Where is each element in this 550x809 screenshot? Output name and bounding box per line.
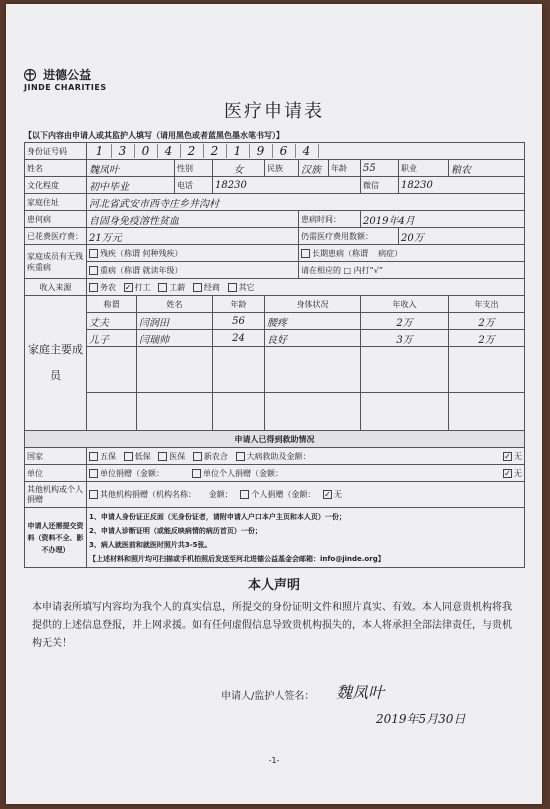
signature-label: 申请人/监护人签名：: [221, 691, 315, 702]
other-org-label: 其他机构或个人捐赠: [25, 482, 87, 508]
jinde-logo-icon: [24, 68, 36, 82]
id-number-value: [87, 143, 525, 160]
medical-cost-value: 21万元: [87, 228, 299, 245]
col-age: 年龄: [213, 296, 265, 313]
income-option-business[interactable]: 经商: [193, 283, 220, 292]
signature-value: 魏凤叶: [336, 683, 385, 702]
phone-value: 18230: [213, 177, 361, 194]
table-row-empty: [25, 347, 525, 393]
col-name: 姓名: [137, 296, 213, 313]
member-age: 56: [213, 313, 265, 330]
logo-text-en: JINDE CHARITIES: [24, 83, 107, 92]
country-option-xinnonghe[interactable]: 新农合: [193, 452, 228, 461]
education-label: 文化程度: [25, 177, 87, 194]
material-item: 1、申请人身份证正反面（无身份证者，请附申请人户口本户主页和本人页）一份；: [89, 512, 346, 521]
id-digit: 0: [135, 144, 158, 158]
serious-checkbox[interactable]: [89, 266, 98, 275]
materials-list: [87, 508, 525, 568]
col-expense: 年支出: [449, 296, 525, 313]
application-form-page: [6, 4, 542, 804]
gender-value: 女: [213, 160, 265, 177]
onset-time-value: 2019年4月: [361, 211, 525, 228]
member-relation: 丈夫: [87, 313, 137, 330]
ethnicity-value: 汉族: [299, 160, 329, 177]
logo-text-cn: 进德公益: [43, 68, 92, 82]
page-number: -1-: [268, 756, 280, 765]
member-income: 3万: [361, 330, 449, 347]
income-source-options: [87, 279, 525, 296]
gender-label: 性别: [175, 160, 213, 177]
other-option-personal[interactable]: 个人捐赠（金额：: [240, 490, 315, 499]
col-income: 年收入: [361, 296, 449, 313]
member-health: 良好: [265, 330, 361, 347]
medical-cost-label: 已花费医疗费：: [25, 228, 87, 245]
unit-none-option[interactable]: ✓ 无: [504, 468, 522, 478]
income-source-label: 收入来源: [25, 279, 87, 296]
table-row-empty: [25, 393, 525, 431]
unit-option-personal[interactable]: 单位个人捐赠（金额：: [192, 469, 283, 478]
material-item: 【上述材料和照片均可扫描或手机拍照后发送至河北进德公益基金会邮箱：info@jinde.org】: [89, 554, 385, 563]
id-digit: 2: [204, 144, 227, 158]
member-name: 闫瑞帅: [137, 330, 213, 347]
need-cost-label: 仍需医疗费用数额：: [299, 228, 399, 245]
wechat-value: 18230: [399, 177, 525, 194]
member-relation: 儿子: [87, 330, 137, 347]
id-number-label: 身份证号码: [25, 143, 87, 160]
id-digit: 4: [296, 144, 319, 158]
disabled-checkbox[interactable]: [89, 249, 98, 258]
disease-value: 自固身免疫溶性贫血: [87, 211, 299, 228]
address-label: 家庭住址: [25, 194, 87, 211]
id-digit: 9: [250, 144, 273, 158]
address-value: 河北省武安市西寺庄乡井沟村: [87, 194, 525, 211]
occupation-label: 职业: [399, 160, 449, 177]
declaration-body: 本申请表所填写内容均为我个人的真实信息，所提交的身份证明文件和照片真实、有效。本人同意贵机构将我提供的上述信息登报，并上网求援。如有任何虚假信息导致贵机构损失的，本人将承担全部法律责任，与贵机构无关！: [32, 602, 512, 649]
age-value: 55: [361, 160, 399, 177]
member-age: 24: [213, 330, 265, 347]
ethnicity-label: 民族: [265, 160, 299, 177]
income-option-work[interactable]: ✓ 打工: [124, 282, 151, 292]
need-cost-value: 20万: [399, 228, 525, 245]
member-expense: 2万: [449, 313, 525, 330]
page-title: 医疗申请表: [224, 101, 324, 122]
country-option-yibao[interactable]: 医保: [158, 452, 185, 461]
name-value: 魏凤叶: [87, 160, 175, 177]
table-row: [25, 313, 525, 330]
disease-label: 患何病: [25, 211, 87, 228]
country-none-option[interactable]: ✓ 无: [504, 451, 522, 461]
unit-option-donation[interactable]: 单位捐赠（金额：: [89, 469, 164, 478]
other-none-option[interactable]: ✓ 无: [324, 490, 342, 499]
other-org-options: [87, 482, 525, 508]
wechat-label: 微信: [361, 177, 399, 194]
unit-options: [87, 465, 525, 482]
onset-time-label: 患病时间：: [299, 211, 361, 228]
member-health: 腰疼: [265, 313, 361, 330]
id-digit: 2: [181, 144, 204, 158]
age-label: 年龄: [329, 160, 361, 177]
name-label: 姓名: [25, 160, 87, 177]
country-option-dabing[interactable]: 大病救助及金额：: [236, 452, 311, 461]
occupation-value: 粮农: [449, 160, 525, 177]
country-options: [87, 448, 525, 465]
disabled-option[interactable]: 残疾（称谓 何种残疾）: [87, 245, 299, 262]
family-members-label: 家庭主要成员: [25, 296, 87, 431]
income-option-farming[interactable]: 务农: [89, 283, 116, 292]
material-item: 3、病人就医前和就医时照片共3-5张。: [89, 540, 212, 549]
family-ill-label: 家庭成员有无残疾重病: [25, 245, 87, 279]
signature-date: 2019年5月30日: [376, 712, 466, 726]
id-digits: [89, 144, 319, 158]
material-item: 2、申请人诊断证明（或能反映病情的病历首页）一份；: [89, 526, 262, 535]
declaration-title: 本人声明: [247, 578, 300, 593]
member-expense: 2万: [449, 330, 525, 347]
country-label: 国家: [25, 448, 87, 465]
fill-instruction: 【以下内容由申请人或其监护人填写（请用黑色或者蓝黑色墨水笔书写）】: [24, 131, 284, 140]
materials-label: 申请人还需提交资料（资料不全、影不办理）: [25, 508, 87, 568]
other-amount-label: 金额：: [208, 490, 233, 499]
col-health: 身体状况: [265, 296, 361, 313]
table-row: [25, 330, 525, 347]
country-option-wubao[interactable]: 五保: [89, 452, 116, 461]
education-value: 初中毕业: [87, 177, 175, 194]
id-digit: 1: [89, 144, 112, 158]
income-option-other[interactable]: 其它: [228, 283, 255, 292]
member-income: 2万: [361, 313, 449, 330]
id-digit: 3: [112, 144, 135, 158]
income-option-salary[interactable]: 工薪: [158, 283, 185, 292]
unit-label: 单位: [25, 465, 87, 482]
longterm-checkbox[interactable]: [301, 249, 310, 258]
application-table: [24, 142, 525, 568]
country-option-dibao[interactable]: 低保: [124, 452, 151, 461]
other-option-org[interactable]: 其他机构捐赠（机构名称：: [89, 490, 196, 499]
phone-label: 电话: [175, 177, 213, 194]
id-digit: 6: [273, 144, 296, 158]
member-name: 闫润田: [137, 313, 213, 330]
longterm-option[interactable]: 长期患病（称谓 病症）: [299, 245, 525, 262]
check-hint: 请在相应的 □ 内打“√”: [299, 262, 525, 279]
col-relation: 称谓: [87, 296, 137, 313]
serious-option[interactable]: 重病（称谓 就读年级）: [87, 262, 299, 279]
aid-section-title: 申请人已得到救助情况: [25, 431, 525, 448]
id-digit: 4: [158, 144, 181, 158]
id-digit: 1: [227, 144, 250, 158]
jinde-logo: [24, 64, 134, 92]
